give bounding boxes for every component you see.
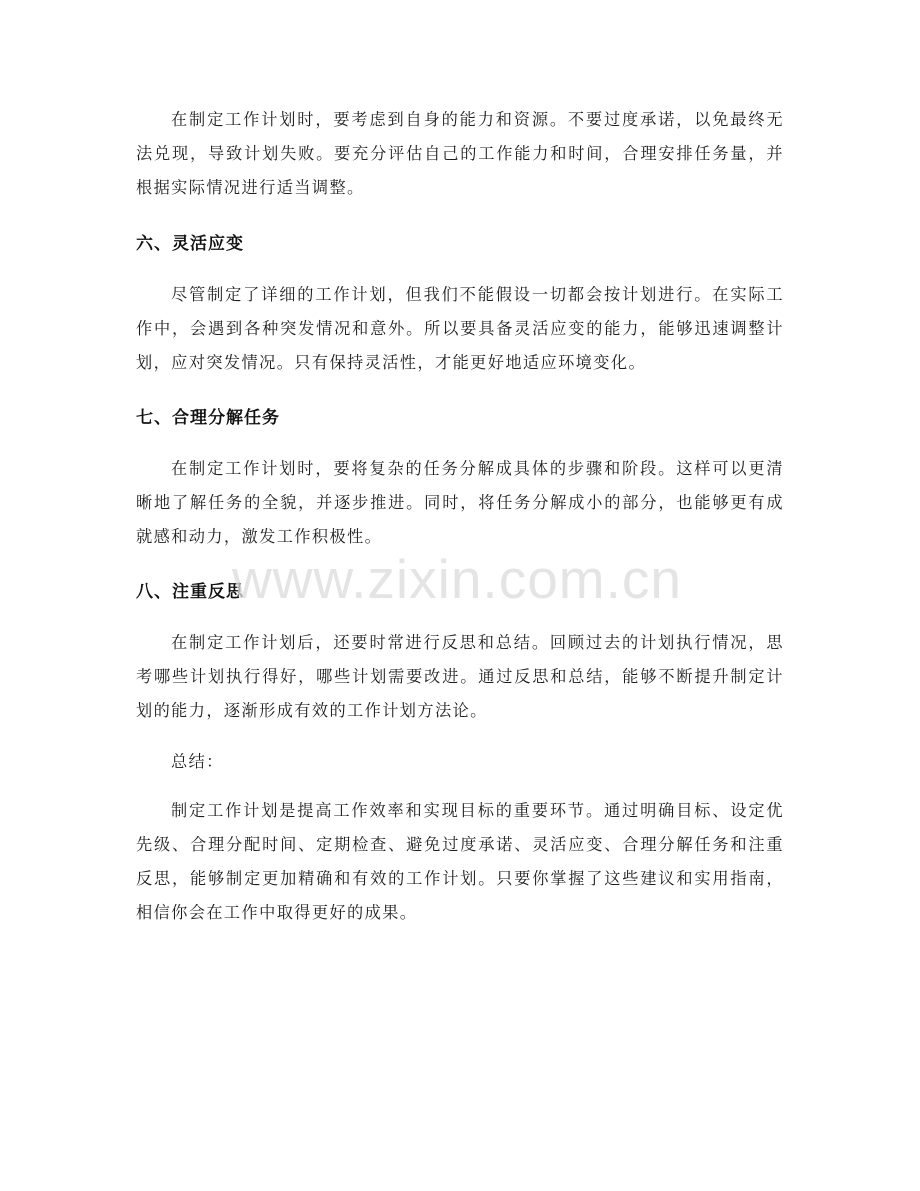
summary-label: 总结： — [171, 752, 224, 771]
paragraph-reflection: 在制定工作计划后，还要时常进行反思和总结。回顾过去的计划执行情况，思考哪些计划执行得好，哪些计划需要改进。通过反思和总结，能够不断提升制定计划的能力，逐渐形成有效的工作计划方法论。 — [136, 633, 784, 720]
paragraph-summary: 制定工作计划是提高工作效率和实现目标的重要环节。通过明确目标、设定优先级、合理分配时间、定期检查、避免过度承诺、灵活应变、合理分解任务和注重反思，能够制定更加精确和有效的工作计划。只要你掌握了这些建议和实用指南，相信你会在工作中取得更好的成果。 — [136, 801, 784, 922]
paragraph-flexibility: 尽管制定了详细的工作计划，但我们不能假设一切都会按计划进行。在实际工作中，会遇到各种突发情况和意外。所以要具备灵活应变的能力，能够迅速调整计划，应对突发情况。只有保持灵活性，才能更好地适应环境变化。 — [136, 285, 784, 372]
watermark: www.zixin.com.cn — [232, 548, 682, 610]
heading-reflection: 八、注重反思 — [136, 582, 244, 602]
heading-task-breakdown: 七、合理分解任务 — [136, 408, 280, 428]
heading-flexibility: 六、灵活应变 — [136, 234, 244, 254]
paragraph-overcommit: 在制定工作计划时，要考虑到自身的能力和资源。不要过度承诺，以免最终无法兑现，导致计划失败。要充分评估自己的工作能力和时间，合理安排任务量，并根据实际情况进行适当调整。 — [136, 110, 784, 197]
paragraph-task-breakdown: 在制定工作计划时，要将复杂的任务分解成具体的步骤和阶段。这样可以更清晰地了解任务的全貌，并逐步推进。同时，将任务分解成小的部分，也能够更有成就感和动力，激发工作积极性。 — [136, 459, 784, 546]
